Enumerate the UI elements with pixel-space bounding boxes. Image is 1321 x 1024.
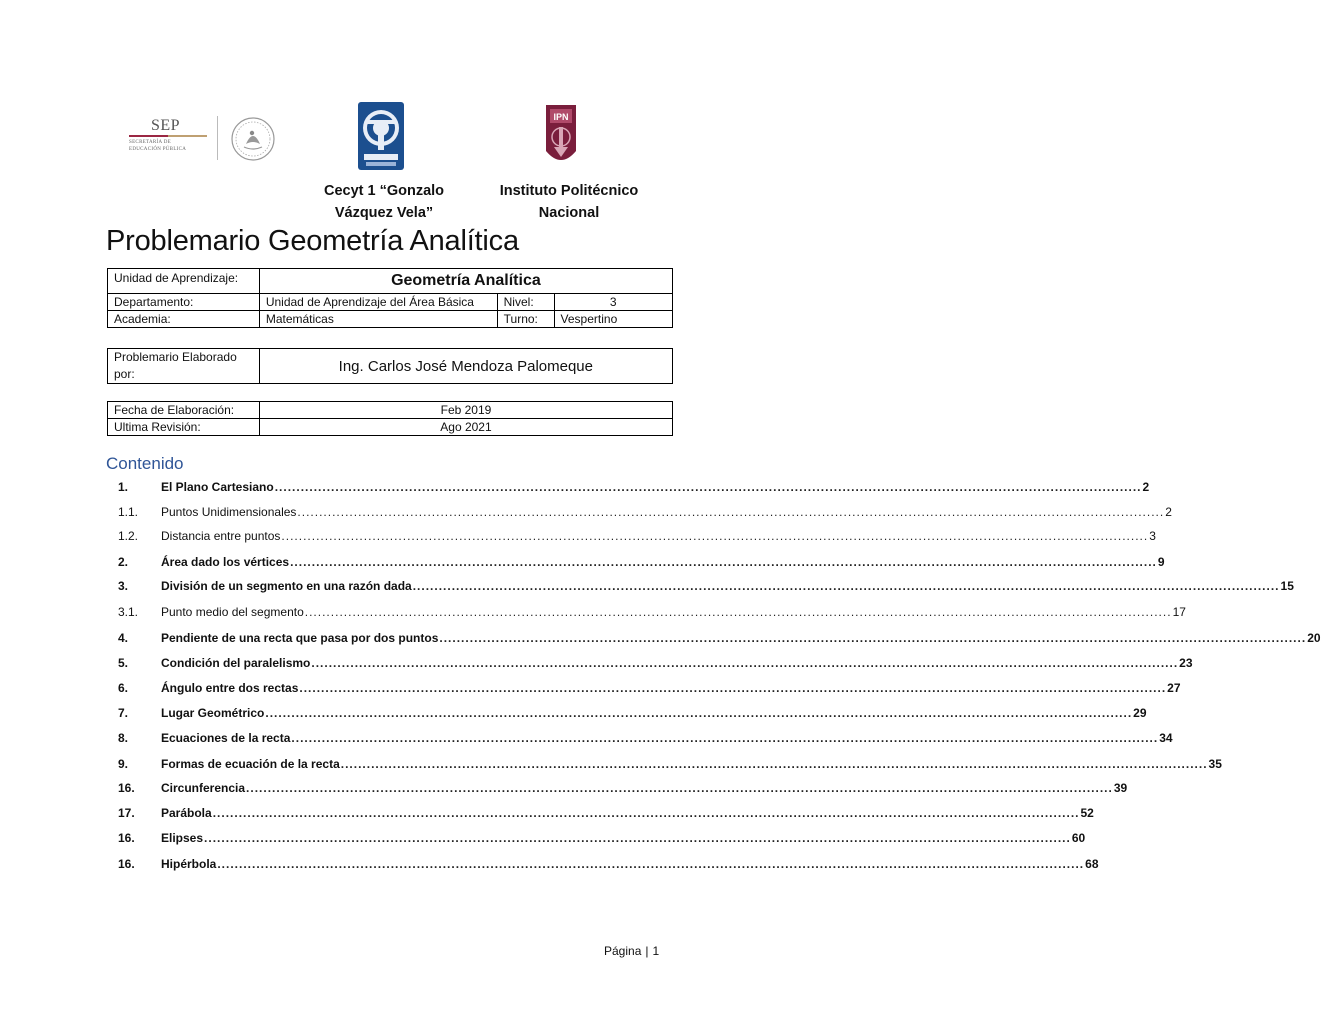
- toc-entry-number: 1.: [118, 480, 129, 494]
- toc-entry-number: 16.: [118, 781, 135, 795]
- unidad-label: Unidad de Aprendizaje:: [108, 269, 260, 294]
- ipn-name-line2: Nacional: [538, 205, 600, 221]
- academia-label: Academia:: [108, 311, 260, 328]
- dates-table: [107, 401, 673, 436]
- turno-value: Vespertino: [554, 311, 672, 328]
- toc-entry-title: División de un segmento en una razón dada: [161, 579, 412, 593]
- revision-row: [108, 419, 673, 436]
- toc-entry-page: 52: [1080, 806, 1094, 820]
- toc-entry-title: Punto medio del segmento: [161, 605, 304, 619]
- toc-entry[interactable]: [118, 555, 1165, 575]
- toc-dot-leader: ........................................................................................................................................................................................................: [291, 731, 1159, 745]
- toc-entry-title: Condición del paralelismo: [161, 656, 311, 670]
- toc-entry[interactable]: [118, 605, 1186, 625]
- ipn-name-line1: Instituto Politécnico: [499, 183, 639, 199]
- mexico-seal-icon: [230, 116, 276, 162]
- toc-entry-title: El Plano Cartesiano: [161, 480, 274, 494]
- toc-entry-number: 1.1.: [118, 505, 139, 519]
- sep-logo: [127, 112, 277, 166]
- toc-entry-title: Distancia entre puntos: [161, 529, 281, 543]
- sep-subtitle-line2: EDUCACIÓN PÚBLICA: [129, 147, 187, 152]
- toc-dot-leader: ........................................................................................................................................................................................................: [290, 555, 1157, 569]
- toc-entry[interactable]: [118, 656, 1193, 676]
- toc-dot-leader: ........................................................................................................................................................................................................: [212, 806, 1080, 820]
- toc-entry-page: 35: [1208, 757, 1222, 771]
- toc-entry-title: Formas de ecuación de la recta: [161, 757, 340, 771]
- academia-row: [108, 311, 673, 328]
- toc-entry-number: 4.: [118, 631, 129, 645]
- toc-dot-leader: ........................................................................................................................................................................................................: [274, 480, 1142, 494]
- toc-entry-page: 17: [1172, 605, 1186, 619]
- elaborado-row: [108, 349, 673, 384]
- course-info-table: [107, 268, 673, 328]
- toc-dot-leader: ........................................................................................................................................................................................................: [217, 857, 1085, 871]
- departamento-value: Unidad de Aprendizaje del Área Básica: [259, 294, 497, 311]
- toc-dot-leader: ........................................................................................................................................................................................................: [297, 505, 1165, 519]
- toc-entry[interactable]: [118, 806, 1094, 826]
- svg-text:IPN: IPN: [553, 112, 569, 122]
- toc-entry[interactable]: [118, 631, 1321, 651]
- toc-entry-title: Área dado los vértices: [161, 555, 290, 569]
- toc-entry-title: Circunferencia: [161, 781, 246, 795]
- footer-page-label: Página: [604, 944, 642, 958]
- toc-entry-number: 9.: [118, 757, 129, 771]
- sep-name: SEP: [151, 117, 181, 134]
- toc-entry[interactable]: [118, 505, 1172, 525]
- toc-entry-title: Hipérbola: [161, 857, 217, 871]
- toc-entry-number: 16.: [118, 831, 135, 845]
- ipn-logo-icon: [542, 99, 580, 171]
- toc-entry-number: 3.1.: [118, 605, 139, 619]
- toc-entry-title: Ángulo entre dos rectas: [161, 681, 299, 695]
- toc-dot-leader: ........................................................................................................................................................................................................: [412, 579, 1280, 593]
- cecyt-logo-icon: [356, 100, 406, 172]
- toc-entry-title: Puntos Unidimensionales: [161, 505, 297, 519]
- toc-entry[interactable]: [118, 731, 1173, 751]
- footer-separator: |: [645, 944, 649, 958]
- toc-entry-page: 15: [1280, 579, 1294, 593]
- fecha-value: Feb 2019: [259, 402, 672, 419]
- document-title: Problemario Geometría Analítica: [106, 225, 519, 257]
- toc-dot-leader: ........................................................................................................................................................................................................: [299, 681, 1167, 695]
- toc-entry-title: Pendiente de una recta que pasa por dos puntos: [161, 631, 439, 645]
- fecha-row: [108, 402, 673, 419]
- nivel-value: 3: [554, 294, 672, 311]
- unidad-row: [108, 269, 673, 294]
- turno-label: Turno:: [497, 311, 554, 328]
- departamento-label: Departamento:: [108, 294, 260, 311]
- sep-wordmark: [127, 112, 212, 166]
- toc-entry-page: 29: [1133, 706, 1147, 720]
- toc-entry-number: 2.: [118, 555, 129, 569]
- toc-entry-number: 1.2.: [118, 529, 139, 543]
- toc-entry-title: Parábola: [161, 806, 212, 820]
- toc-dot-leader: ........................................................................................................................................................................................................: [281, 529, 1149, 543]
- toc-entry-number: 16.: [118, 857, 135, 871]
- toc-entry-page: 60: [1071, 831, 1086, 845]
- toc-entry-page: 3: [1149, 529, 1156, 543]
- toc-heading: Contenido: [106, 454, 184, 473]
- toc-entry[interactable]: [118, 529, 1156, 549]
- toc-entry-title: Elipses: [161, 831, 204, 845]
- footer-page-number: 1: [652, 944, 660, 958]
- sep-divider: [217, 116, 218, 160]
- elaborado-value: Ing. Carlos José Mendoza Palomeque: [259, 349, 672, 384]
- revision-value: Ago 2021: [259, 419, 672, 436]
- toc-entry-page: 23: [1179, 656, 1193, 670]
- toc-entry[interactable]: [118, 681, 1181, 701]
- revision-label: Ultima Revisión:: [108, 419, 260, 436]
- toc-entry-page: 68: [1085, 857, 1099, 871]
- toc-dot-leader: ........................................................................................................................................................................................................: [265, 706, 1133, 720]
- toc-entry[interactable]: [118, 757, 1222, 777]
- toc-entry-title: Ecuaciones de la recta: [161, 731, 291, 745]
- toc-entry-number: 17.: [118, 806, 135, 820]
- toc-dot-leader: ........................................................................................................................................................................................................: [304, 605, 1172, 619]
- toc-dot-leader: ........................................................................................................................................................................................................: [340, 757, 1208, 771]
- toc-dot-leader: ........................................................................................................................................................................................................: [204, 831, 1071, 845]
- toc-entry-page: 2: [1142, 480, 1150, 494]
- toc-entry-number: 7.: [118, 706, 129, 720]
- toc-entry-page: 27: [1167, 681, 1181, 695]
- toc-entry[interactable]: [118, 706, 1147, 726]
- cecyt-name: [304, 180, 464, 224]
- toc-dot-leader: ........................................................................................................................................................................................................: [439, 631, 1307, 645]
- toc-entry-title: Lugar Geométrico: [161, 706, 265, 720]
- toc-entry[interactable]: [118, 480, 1150, 500]
- academia-value: Matemáticas: [259, 311, 497, 328]
- nivel-label: Nivel:: [497, 294, 554, 311]
- toc-dot-leader: ........................................................................................................................................................................................................: [246, 781, 1113, 795]
- departamento-row: [108, 294, 673, 311]
- cecyt-name-line2: Vázquez Vela”: [334, 205, 434, 221]
- toc-entry-number: 8.: [118, 731, 129, 745]
- fecha-label: Fecha de Elaboración:: [108, 402, 260, 419]
- toc-entry-page: 20: [1307, 631, 1321, 645]
- toc-entry-number: 3.: [118, 579, 129, 593]
- toc-entry[interactable]: [118, 781, 1128, 801]
- toc-dot-leader: ........................................................................................................................................................................................................: [311, 656, 1179, 670]
- sep-subtitle-line1: SECRETARÍA DE: [129, 140, 171, 145]
- toc-entry-page: 2: [1165, 505, 1172, 519]
- page-footer: [604, 944, 659, 958]
- author-table: [107, 348, 673, 384]
- toc-entry-page: 39: [1113, 781, 1128, 795]
- toc-entry[interactable]: [118, 579, 1294, 599]
- toc-entry-page: 9: [1157, 555, 1165, 569]
- elaborado-label: Problemario Elaborado por:: [108, 349, 260, 384]
- toc-entry-number: 5.: [118, 656, 129, 670]
- toc-entry-number: 6.: [118, 681, 129, 695]
- unidad-value: Geometría Analítica: [259, 269, 672, 294]
- toc-entry-page: 34: [1159, 731, 1173, 745]
- ipn-name: [488, 180, 650, 224]
- toc-entry[interactable]: [118, 831, 1086, 851]
- cecyt-name-line1: Cecyt 1 “Gonzalo: [323, 183, 445, 199]
- sep-color-line: [129, 135, 207, 137]
- toc-entry[interactable]: [118, 857, 1099, 877]
